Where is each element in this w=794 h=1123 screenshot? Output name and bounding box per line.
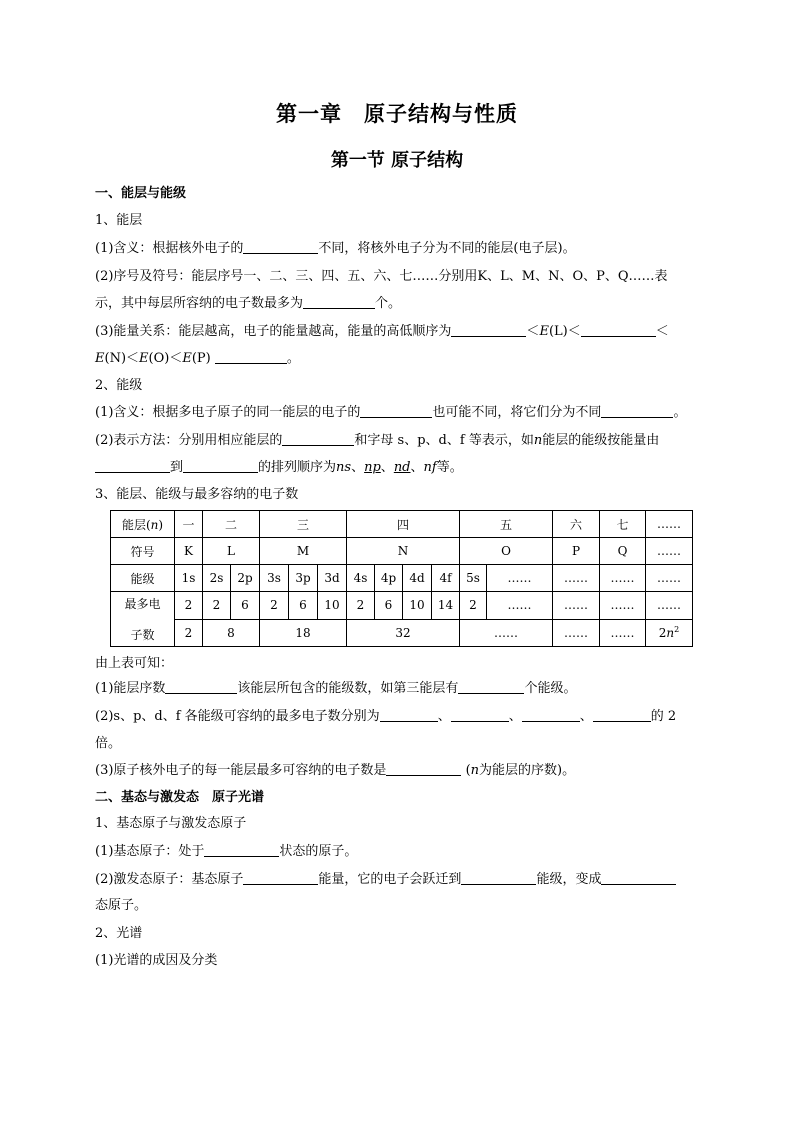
table-cell: ……: [646, 538, 693, 565]
table-cell: 4d: [403, 565, 432, 592]
line-sublevel-notation: (2)表示方法：分别用相应能层的 和字母 s、p、d、f 等表示，如n能层的能级按能量由: [95, 433, 660, 448]
heading-energy-layers: 一、能层与能级: [95, 186, 187, 201]
table-cell: ……: [646, 565, 693, 592]
line-energy-order-cont: E(N)＜E(O)＜E(P) 。: [95, 351, 300, 366]
table-cell: 五: [460, 511, 553, 538]
table-row: [111, 511, 693, 538]
table-cell: N: [347, 538, 460, 565]
sub-heading-sublevel: 2、能级: [95, 378, 143, 393]
table-cell: P: [553, 538, 600, 565]
blank[interactable]: [243, 871, 318, 885]
table-cell: L: [203, 538, 260, 565]
table-row: [111, 565, 693, 592]
line-energy-order: (3)能量关系：能层越高，电子的能量越高，能量的高低顺序为 ＜E(L)＜ ＜: [95, 324, 669, 339]
table-cell: 4p: [375, 565, 403, 592]
table-cell: ……: [487, 565, 553, 592]
line-table-summary: 由上表可知：: [95, 656, 174, 671]
chapter-title: 第一章 原子结构与性质: [276, 102, 518, 126]
table-cell: ……: [553, 592, 600, 620]
line-layer-meaning: (1)含义：根据核外电子的 不同，将核外电子分为不同的能层(电子层)。: [95, 241, 576, 256]
table-cell: ……: [460, 619, 553, 647]
table-cell: 6: [375, 592, 403, 620]
line-layer-capacity: 示，其中每层所容纳的电子数最多为 个。: [95, 296, 402, 311]
line-layer-symbols: (2)序号及符号：能层序号一、二、三、四、五、六、七……分别用K、L、M、N、O、P、Q……表: [95, 269, 668, 284]
table-cell: 2: [175, 619, 203, 647]
table-cell: ……: [553, 565, 600, 592]
table-cell: 2: [347, 592, 375, 620]
blank[interactable]: [451, 708, 509, 722]
blank[interactable]: [183, 459, 258, 473]
table-cell: O: [460, 538, 553, 565]
table-cell: Q: [600, 538, 646, 565]
table-cell: ……: [487, 592, 553, 620]
line-summary-1: (1)能层序数 该能层所包含的能级数，如第三能层有 个能级。: [95, 681, 577, 696]
table-row: [111, 538, 693, 565]
table-cell: 18: [260, 619, 347, 647]
table-row: [111, 619, 693, 647]
sub-heading-layer: 1、能层: [95, 213, 143, 228]
table-cell: 6: [231, 592, 260, 620]
table-row-header: 最多电 子数: [111, 592, 175, 647]
energy-level-table: [110, 510, 693, 647]
blank[interactable]: [165, 680, 237, 694]
table-cell: 10: [403, 592, 432, 620]
table-cell: 四: [347, 511, 460, 538]
table-cell: 4s: [347, 565, 375, 592]
sub-heading-table: 3、能层、能级与最多容纳的电子数: [95, 487, 299, 502]
blank[interactable]: [601, 871, 676, 885]
blank[interactable]: [303, 295, 375, 309]
table-cell: 2: [175, 592, 203, 620]
line-summary-2: (2)s、p、d、f 各能级可容纳的最多电子数分别为 、 、 、 的 2: [95, 709, 677, 724]
table-cell: 14: [432, 592, 460, 620]
table-cell: K: [175, 538, 203, 565]
heading-ground-excited: 二、基态与激发态 原子光谱: [95, 790, 265, 805]
line-summary-3: (3)原子核外电子的每一能层最多可容纳的电子数是 (n为能层的序数)。: [95, 763, 576, 778]
table-cell: 二: [203, 511, 260, 538]
section-title: 第一节 原子结构: [330, 150, 464, 171]
table-cell: 2: [460, 592, 487, 620]
line-ground-atom: (1)基态原子：处于 状态的原子。: [95, 844, 358, 859]
blank[interactable]: [451, 323, 526, 337]
blank[interactable]: [95, 459, 170, 473]
table-row-header: 能级: [111, 565, 175, 592]
table-cell: 2: [260, 592, 289, 620]
blank[interactable]: [243, 240, 318, 254]
table-cell: 3p: [289, 565, 318, 592]
table-cell: M: [260, 538, 347, 565]
table-cell: 一: [175, 511, 203, 538]
table-cell: 5s: [460, 565, 487, 592]
table-cell: 4f: [432, 565, 460, 592]
table-cell: 2: [203, 592, 231, 620]
table-cell: ……: [553, 619, 600, 647]
table-row: [111, 592, 693, 620]
blank[interactable]: [601, 404, 673, 418]
table-cell: 七: [600, 511, 646, 538]
blank[interactable]: [581, 323, 656, 337]
table-cell: 8: [203, 619, 260, 647]
line-sublevel-meaning: (1)含义：根据多电子原子的同一能层的电子的 也可能不同，将它们分为不同 。: [95, 405, 687, 420]
table-cell: ……: [600, 592, 646, 620]
table-cell: ……: [646, 511, 693, 538]
blank[interactable]: [215, 350, 287, 364]
table-cell: 三: [260, 511, 347, 538]
table-row-header: 符号: [111, 538, 175, 565]
table-cell: 32: [347, 619, 460, 647]
table-cell: ……: [600, 619, 646, 647]
blank[interactable]: [522, 708, 580, 722]
blank[interactable]: [282, 432, 354, 446]
blank[interactable]: [360, 404, 432, 418]
table-cell: $2n^2$: [646, 619, 693, 647]
line-spectrum-cause: (1)光谱的成因及分类: [95, 953, 218, 968]
line-sublevel-order: 到 的排列顺序为ns、np、nd、nf等。: [95, 459, 463, 477]
table-cell: 10: [318, 592, 347, 620]
table-cell: 6: [289, 592, 318, 620]
line-excited-atom: (2)激发态原子：基态原子 能量，它的电子会跃迁到 能级，变成: [95, 871, 676, 889]
table-cell: 3d: [318, 565, 347, 592]
blank[interactable]: [386, 762, 461, 776]
table-cell: 2s: [203, 565, 231, 592]
table-cell: 六: [553, 511, 600, 538]
table-cell: 1s: [175, 565, 203, 592]
table-cell: 2p: [231, 565, 260, 592]
blank[interactable]: [461, 871, 536, 885]
sub-heading-ground-atom: 1、基态原子与激发态原子: [95, 816, 247, 831]
line-excited-atom-cont: 态原子。: [95, 898, 148, 913]
table-row-header: 能层(n): [111, 511, 175, 538]
table-cell: 3s: [260, 565, 289, 592]
blank[interactable]: [204, 843, 279, 857]
blank[interactable]: [380, 708, 438, 722]
sub-heading-spectrum: 2、光谱: [95, 926, 143, 941]
blank[interactable]: [593, 708, 651, 722]
blank[interactable]: [458, 680, 524, 694]
line-summary-2-cont: 倍。: [95, 736, 122, 751]
table-cell: ……: [646, 592, 693, 620]
table-cell: ……: [600, 565, 646, 592]
